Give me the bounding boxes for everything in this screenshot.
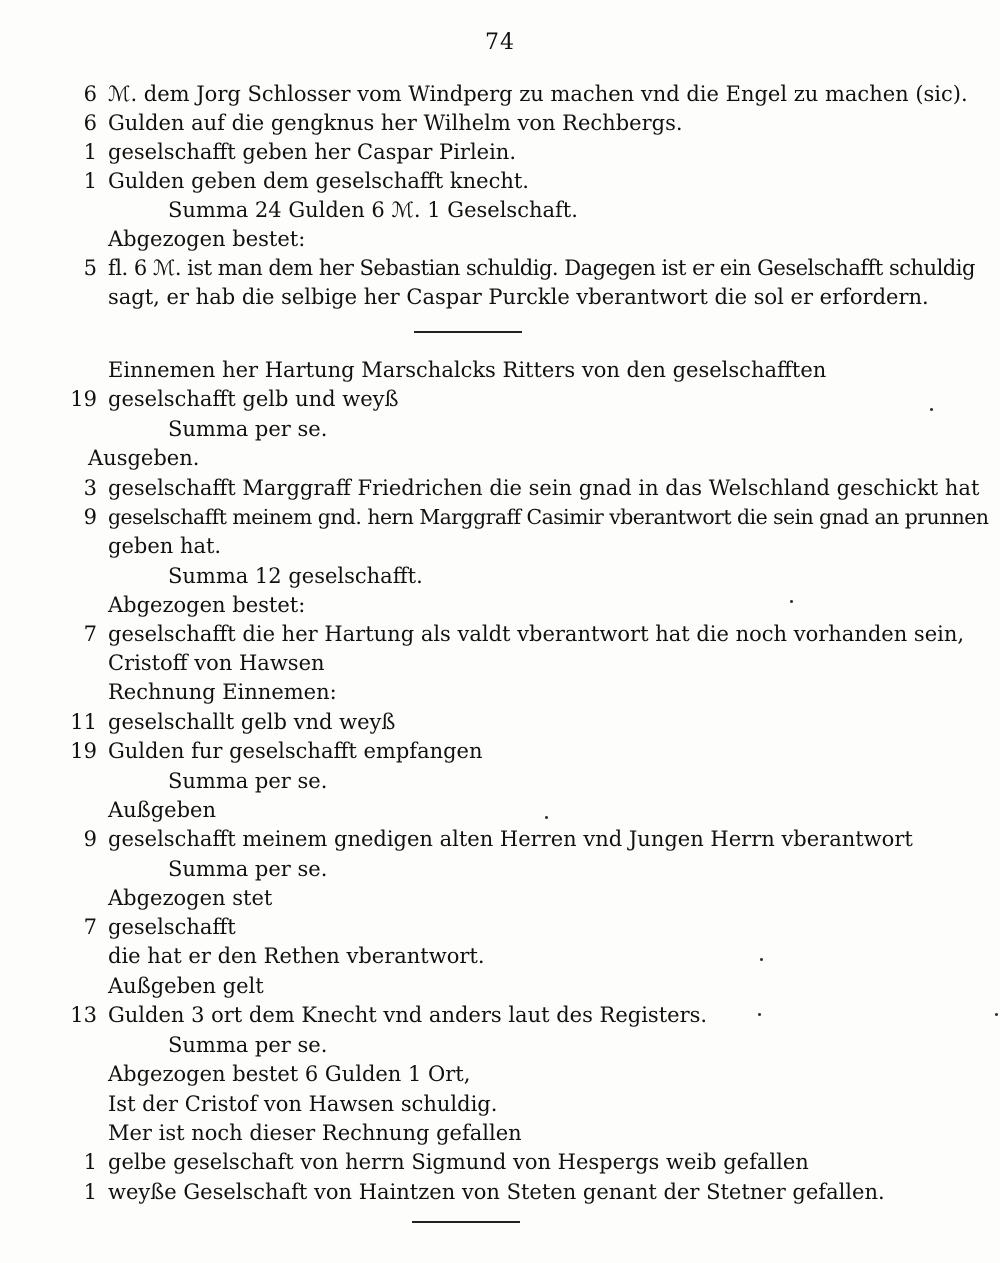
entry-line — [0, 108, 1000, 138]
entry-line — [0, 224, 1000, 254]
entry-text: Summa per se. — [168, 769, 328, 793]
entry-text: Summa per se. — [168, 1033, 328, 1057]
entry-line — [0, 531, 1000, 561]
entry-line — [0, 736, 1000, 766]
entry-quantity: 1 — [83, 169, 97, 193]
entry-line — [0, 473, 1000, 503]
entry-quantity: 6 — [83, 82, 97, 106]
entry-quantity: 19 — [70, 387, 97, 411]
entry-quantity: 7 — [83, 915, 97, 939]
entry-line — [0, 79, 1000, 109]
entry-line — [0, 384, 1000, 414]
entry-quantity: 7 — [83, 622, 97, 646]
print-speck — [760, 958, 763, 961]
entry-quantity: 13 — [70, 1003, 97, 1027]
entry-quantity: 6 — [83, 111, 97, 135]
entry-text: Abgezogen bestet: — [108, 227, 306, 251]
entry-text: Einnemen her Hartung Marschalcks Ritters von den geselschafften — [108, 358, 827, 382]
entry-text: Cristoff von Hawsen — [108, 651, 325, 675]
entry-quantity: 3 — [83, 476, 97, 500]
entry-line — [0, 253, 1000, 283]
entry-line — [0, 912, 1000, 942]
entry-line — [0, 1118, 1000, 1148]
entry-text: Gulden fur geselschafft empfangen — [108, 739, 483, 763]
entry-line — [0, 561, 1000, 591]
entry-quantity: 5 — [83, 256, 97, 280]
entry-line — [0, 648, 1000, 678]
entry-line — [0, 795, 1000, 825]
entry-text: gelbe geselschaft von herrn Sigmund von Hespergs weib gefallen — [108, 1150, 809, 1174]
entry-line — [0, 443, 1000, 473]
entry-text: Ist der Cristof von Hawsen schuldig. — [108, 1092, 498, 1116]
entry-text: ℳ. dem Jorg Schlosser vom Windperg zu machen vnd die Engel zu machen (sic). — [108, 82, 968, 106]
entry-quantity: 1 — [83, 1150, 97, 1174]
entry-line — [0, 1089, 1000, 1119]
entry-line — [0, 854, 1000, 884]
entry-line — [0, 677, 1000, 707]
entry-line — [0, 707, 1000, 737]
entry-text: Gulden auf die gengknus her Wilhelm von Rechbergs. — [108, 111, 683, 135]
print-speck — [545, 816, 548, 819]
entry-text: weyße Geselschaft von Haintzen von Steten genant der Stetner gefallen. — [108, 1180, 885, 1204]
entry-line — [0, 502, 1000, 532]
entry-text: Rechnung Einnemen: — [108, 680, 337, 704]
entry-text: Außgeben — [108, 798, 216, 822]
entry-quantity: 19 — [70, 739, 97, 763]
entry-line — [0, 1059, 1000, 1089]
entry-text: geselschafft Marggraff Friedrichen die sein gnad in das Welschland geschickt hat — [108, 476, 980, 500]
entry-line — [0, 414, 1000, 444]
entry-line — [0, 1030, 1000, 1060]
entry-line — [0, 1177, 1000, 1207]
entry-quantity: 9 — [83, 505, 97, 529]
entry-text: Außgeben gelt — [108, 974, 264, 998]
entry-quantity: 9 — [83, 827, 97, 851]
entry-line — [0, 1000, 1000, 1030]
entry-line — [0, 971, 1000, 1001]
entry-line — [0, 1147, 1000, 1177]
entry-text: geben hat. — [108, 534, 222, 558]
entry-line — [0, 619, 1000, 649]
entry-text: geselschafft gelb und weyß — [108, 387, 399, 411]
entry-text: geselschafft meinem gnd. hern Marggraff Casimir vberantwort die sein gnad an prunnen — [108, 505, 989, 529]
entry-text: sagt, er hab die selbige her Caspar Purckle vberantwort die sol er erfordern. — [108, 285, 929, 309]
entry-line — [0, 590, 1000, 620]
entry-text: geselschafft geben her Caspar Pirlein. — [108, 140, 517, 164]
entry-text: Ausgeben. — [88, 446, 200, 470]
entry-text: Gulden geben dem geselschafft knecht. — [108, 169, 529, 193]
print-speck — [790, 600, 793, 603]
page-number: 74 — [485, 30, 515, 55]
entry-text: Gulden 3 ort dem Knecht vnd anders laut des Registers. — [108, 1003, 708, 1027]
entry-text: fl. 6 ℳ. ist man dem her Sebastian schuldig. Dagegen ist er ein Geselschafft schuldig — [108, 256, 975, 280]
entry-text: geselschafft — [108, 915, 236, 939]
entry-text: Abgezogen stet — [108, 886, 273, 910]
print-speck — [758, 1013, 761, 1016]
entry-line — [0, 282, 1000, 312]
entry-line — [0, 766, 1000, 796]
entry-quantity: 11 — [70, 710, 97, 734]
entry-text: geselschafft meinem gnedigen alten Herren vnd Jungen Herrn vberantwort — [108, 827, 913, 851]
entry-line — [0, 824, 1000, 854]
entry-line — [0, 195, 1000, 225]
entry-line — [0, 883, 1000, 913]
entry-text: Mer ist noch dieser Rechnung gefallen — [108, 1121, 522, 1145]
entry-line — [0, 941, 1000, 971]
entry-line — [0, 166, 1000, 196]
entry-text: die hat er den Rethen vberantwort. — [108, 944, 485, 968]
print-speck — [995, 1013, 998, 1016]
entry-text: geselschafft die her Hartung als valdt vberantwort hat die noch vorhanden sein, — [108, 622, 965, 646]
entry-quantity: 1 — [83, 140, 97, 164]
entry-text: Abgezogen bestet: — [108, 593, 306, 617]
entry-quantity: 1 — [83, 1180, 97, 1204]
entry-text: Summa per se. — [168, 857, 328, 881]
entry-line — [0, 355, 1000, 385]
print-speck — [930, 408, 933, 411]
entry-line — [0, 137, 1000, 167]
entry-text: Abgezogen bestet 6 Gulden 1 Ort, — [108, 1062, 471, 1086]
entry-text: Summa per se. — [168, 417, 328, 441]
entry-text: geselschallt gelb vnd weyß — [108, 710, 396, 734]
section-divider-rule — [414, 331, 522, 333]
entry-text: Summa 24 Gulden 6 ℳ. 1 Geselschaft. — [168, 198, 578, 222]
entry-text: Summa 12 geselschafft. — [168, 564, 423, 588]
end-divider-rule — [412, 1221, 520, 1223]
